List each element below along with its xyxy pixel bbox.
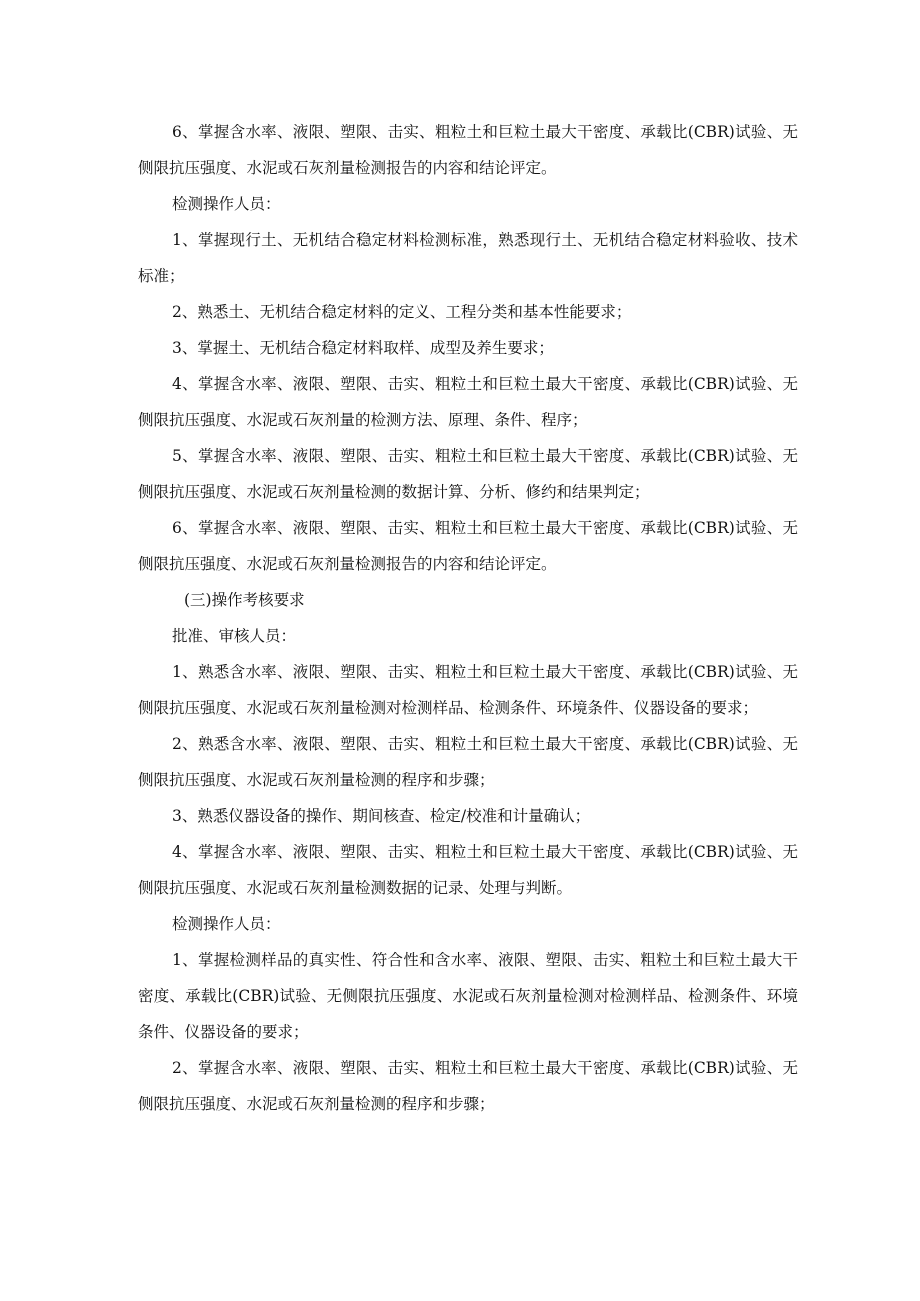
section-heading-operation-assessment: (三)操作考核要求 bbox=[184, 591, 305, 609]
document-body bbox=[138, 114, 798, 1122]
paragraph-item-6-report: 6、掌握含水率、液限、塑限、击实、粗粒土和巨粒土最大干密度、承载比(CBR)试验、无侧限抗压强度、水泥或石灰剂量检测报告的内容和结论评定。 bbox=[138, 123, 798, 177]
paragraph-item-1-samples: 1、掌握检测样品的真实性、符合性和含水率、液限、塑限、击实、粗粒土和巨粒土最大干密度、承载比(CBR)试验、无侧限抗压强度、水泥或石灰剂量检测对检测样品、检测条件、环境条件、仪器设备的要求； bbox=[138, 951, 798, 1041]
paragraph-item-6-report-operators: 6、掌握含水率、液限、塑限、击实、粗粒土和巨粒土最大干密度、承载比(CBR)试验、无侧限抗压强度、水泥或石灰剂量检测报告的内容和结论评定。 bbox=[138, 519, 798, 573]
paragraph-item-2-procedures-operators: 2、掌握含水率、液限、塑限、击实、粗粒土和巨粒土最大干密度、承载比(CBR)试验、无侧限抗压强度、水泥或石灰剂量检测的程序和步骤； bbox=[138, 1059, 798, 1113]
paragraph-item-1-standards: 1、掌握现行土、无机结合稳定材料检测标准，熟悉现行土、无机结合稳定材料验收、技术标准； bbox=[138, 231, 798, 285]
paragraph-item-4-records: 4、掌握含水率、液限、塑限、击实、粗粒土和巨粒土最大干密度、承载比(CBR)试验、无侧限抗压强度、水泥或石灰剂量检测数据的记录、处理与判断。 bbox=[138, 843, 798, 897]
section-label-approvers: 批准、审核人员： bbox=[172, 627, 297, 645]
paragraph-item-2-definitions: 2、熟悉土、无机结合稳定材料的定义、工程分类和基本性能要求； bbox=[172, 303, 632, 321]
paragraph-item-2-procedures: 2、熟悉含水率、液限、塑限、击实、粗粒土和巨粒土最大干密度、承载比(CBR)试验、无侧限抗压强度、水泥或石灰剂量检测的程序和步骤； bbox=[138, 735, 798, 789]
paragraph-item-4-methods: 4、掌握含水率、液限、塑限、击实、粗粒土和巨粒土最大干密度、承载比(CBR)试验、无侧限抗压强度、水泥或石灰剂量的检测方法、原理、条件、程序； bbox=[138, 375, 798, 429]
section-label-operators: 检测操作人员： bbox=[172, 195, 281, 213]
paragraph-item-5-calculation: 5、掌握含水率、液限、塑限、击实、粗粒土和巨粒土最大干密度、承载比(CBR)试验、无侧限抗压强度、水泥或石灰剂量检测的数据计算、分析、修约和结果判定； bbox=[138, 447, 798, 501]
section-label-operators-2: 检测操作人员： bbox=[172, 915, 281, 933]
paragraph-item-1-requirements: 1、熟悉含水率、液限、塑限、击实、粗粒土和巨粒土最大干密度、承载比(CBR)试验、无侧限抗压强度、水泥或石灰剂量检测对检测样品、检测条件、环境条件、仪器设备的要求； bbox=[138, 663, 798, 717]
paragraph-item-3-instruments: 3、熟悉仪器设备的操作、期间核查、检定/校准和计量确认； bbox=[172, 807, 591, 825]
paragraph-item-3-sampling: 3、掌握土、无机结合稳定材料取样、成型及养生要求； bbox=[172, 339, 554, 357]
